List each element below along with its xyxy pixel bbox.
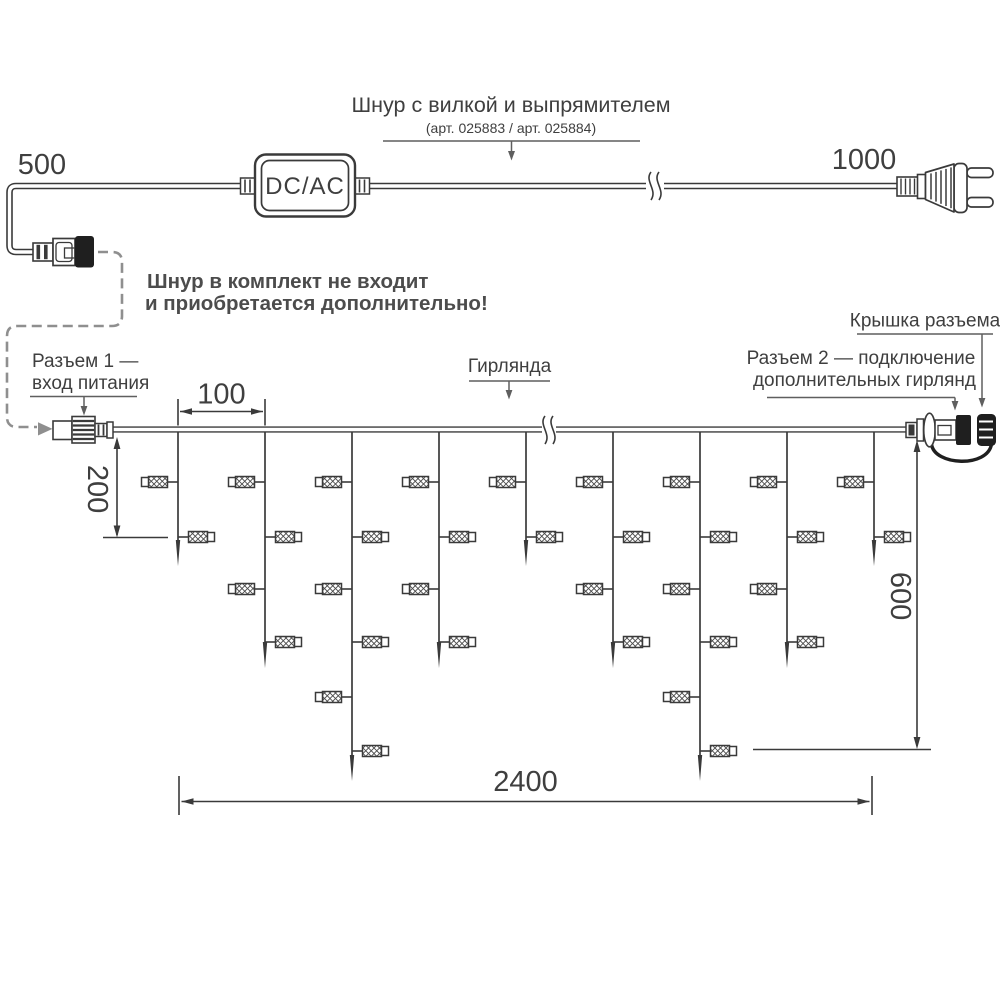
lamp-cap bbox=[817, 533, 824, 542]
cap-strap bbox=[932, 444, 992, 461]
lamp-cap bbox=[664, 693, 671, 702]
lamp-cap bbox=[751, 478, 758, 487]
lamp-cap bbox=[730, 638, 737, 647]
lamp-body bbox=[584, 477, 603, 488]
lamp-body bbox=[236, 477, 255, 488]
lamp-body bbox=[450, 532, 469, 543]
lamp-cap bbox=[208, 533, 215, 542]
lamp-body bbox=[671, 584, 690, 595]
lamp-cap bbox=[229, 585, 236, 594]
dim-label-200: 200 bbox=[81, 464, 113, 514]
lamp-cap bbox=[664, 585, 671, 594]
drop-tip bbox=[698, 755, 702, 781]
garland-group bbox=[112, 416, 911, 781]
lamp-cap bbox=[817, 638, 824, 647]
lamp-cap bbox=[556, 533, 563, 542]
connector-1 bbox=[53, 417, 113, 444]
drop-tip bbox=[785, 642, 789, 668]
cord-break-mark bbox=[649, 172, 653, 200]
dim-label-600: 600 bbox=[884, 571, 916, 621]
cord-title: Шнур с вилкой и выпрямителем bbox=[351, 93, 671, 117]
lamp-body bbox=[624, 637, 643, 648]
plug-pin-bottom bbox=[967, 198, 993, 208]
lamp-cap bbox=[751, 585, 758, 594]
lamp-body bbox=[584, 584, 603, 595]
lamp-body bbox=[758, 584, 777, 595]
lamp-cap bbox=[730, 533, 737, 542]
lamp-body bbox=[711, 532, 730, 543]
power-input-plug-connector bbox=[33, 236, 94, 268]
drop-tip bbox=[263, 642, 267, 668]
lamp-cap bbox=[838, 478, 845, 487]
drop-tip bbox=[176, 540, 180, 566]
cap-label: Крышка разъема bbox=[849, 310, 1000, 332]
warning-line1: Шнур в комплект не входит bbox=[147, 270, 429, 293]
lamp-cap bbox=[577, 478, 584, 487]
connector2-label-line1: Разъем 2 — подключение bbox=[746, 348, 976, 369]
connector-cap bbox=[977, 414, 996, 446]
lamp-body bbox=[885, 532, 904, 543]
dim-label-1000: 1000 bbox=[831, 144, 897, 176]
lamp-body bbox=[624, 532, 643, 543]
lamp-cap bbox=[316, 585, 323, 594]
converter-label: DC/AC bbox=[265, 173, 345, 200]
lamp-cap bbox=[469, 638, 476, 647]
lamp-body bbox=[845, 477, 864, 488]
cord-article-numbers: (арт. 025883 / арт. 025884) bbox=[425, 120, 597, 136]
connector2-leader bbox=[767, 398, 958, 411]
lamp-body bbox=[537, 532, 556, 543]
lamp-body bbox=[497, 477, 516, 488]
lamp-body bbox=[189, 532, 208, 543]
dashed-guide-path bbox=[7, 252, 122, 436]
warning-line2: и приобретается дополнительно! bbox=[145, 292, 488, 315]
lamp-cap bbox=[730, 747, 737, 756]
lamp-body bbox=[323, 692, 342, 703]
lamp-cap bbox=[643, 533, 650, 542]
lamp-body bbox=[671, 692, 690, 703]
lamp-cap bbox=[664, 478, 671, 487]
lamp-body bbox=[671, 477, 690, 488]
lamp-cap bbox=[403, 585, 410, 594]
lamp-cap bbox=[295, 638, 302, 647]
lamp-cap bbox=[577, 585, 584, 594]
lamp-cap bbox=[295, 533, 302, 542]
lamp-body bbox=[363, 532, 382, 543]
dim-label-500: 500 bbox=[17, 149, 67, 181]
lamp-cap bbox=[229, 478, 236, 487]
lamp-body bbox=[410, 477, 429, 488]
dc-ac-converter bbox=[241, 155, 370, 217]
lamp-body bbox=[758, 477, 777, 488]
connector2-label-line2: дополнительных гирлянд bbox=[752, 370, 977, 391]
lamp-cap bbox=[382, 638, 389, 647]
garland-label: Гирлянда bbox=[467, 356, 552, 377]
lamp-cap bbox=[469, 533, 476, 542]
plug-pin-top bbox=[967, 168, 993, 178]
wire-break-mark bbox=[551, 416, 555, 444]
cord-break-mark bbox=[657, 172, 661, 200]
dim-label-2400: 2400 bbox=[493, 766, 558, 798]
lamp-cap bbox=[316, 478, 323, 487]
lamp-cap bbox=[382, 747, 389, 756]
lead-cord-500 bbox=[10, 186, 242, 252]
connector1-label-line2: вход питания bbox=[32, 373, 150, 394]
lamp-body bbox=[711, 746, 730, 757]
lamp-cap bbox=[490, 478, 497, 487]
drop-tip bbox=[872, 540, 876, 566]
garland-leader bbox=[469, 381, 550, 400]
dashed-path-arrowhead bbox=[38, 422, 53, 435]
lamp-body bbox=[450, 637, 469, 648]
connector1-label-line1: Разъем 1 — bbox=[32, 351, 139, 372]
lamp-body bbox=[798, 532, 817, 543]
drop-tip bbox=[524, 540, 528, 566]
lamp-cap bbox=[643, 638, 650, 647]
drop-tip bbox=[437, 642, 441, 668]
lamp-body bbox=[363, 746, 382, 757]
drop-tip bbox=[350, 755, 354, 781]
lamp-body bbox=[276, 532, 295, 543]
lamp-body bbox=[798, 637, 817, 648]
plug-cord-1000 bbox=[368, 172, 898, 200]
mains-plug bbox=[897, 164, 993, 213]
lamp-cap bbox=[382, 533, 389, 542]
title-leader bbox=[383, 141, 640, 161]
connector-2 bbox=[906, 413, 996, 461]
lamp-body bbox=[323, 584, 342, 595]
dim-label-100: 100 bbox=[197, 378, 246, 411]
lamp-body bbox=[711, 637, 730, 648]
lamp-body bbox=[276, 637, 295, 648]
lamp-cap bbox=[403, 478, 410, 487]
lamp-body bbox=[363, 637, 382, 648]
lamp-cap bbox=[316, 693, 323, 702]
wire-break-mark bbox=[543, 416, 547, 444]
lamp-body bbox=[323, 477, 342, 488]
lamp-body bbox=[410, 584, 429, 595]
lamp-body bbox=[236, 584, 255, 595]
lamp-cap bbox=[142, 478, 149, 487]
lamp-cap bbox=[904, 533, 911, 542]
lamp-body bbox=[149, 477, 168, 488]
drop-tip bbox=[611, 642, 615, 668]
connector1-leader bbox=[30, 397, 137, 416]
